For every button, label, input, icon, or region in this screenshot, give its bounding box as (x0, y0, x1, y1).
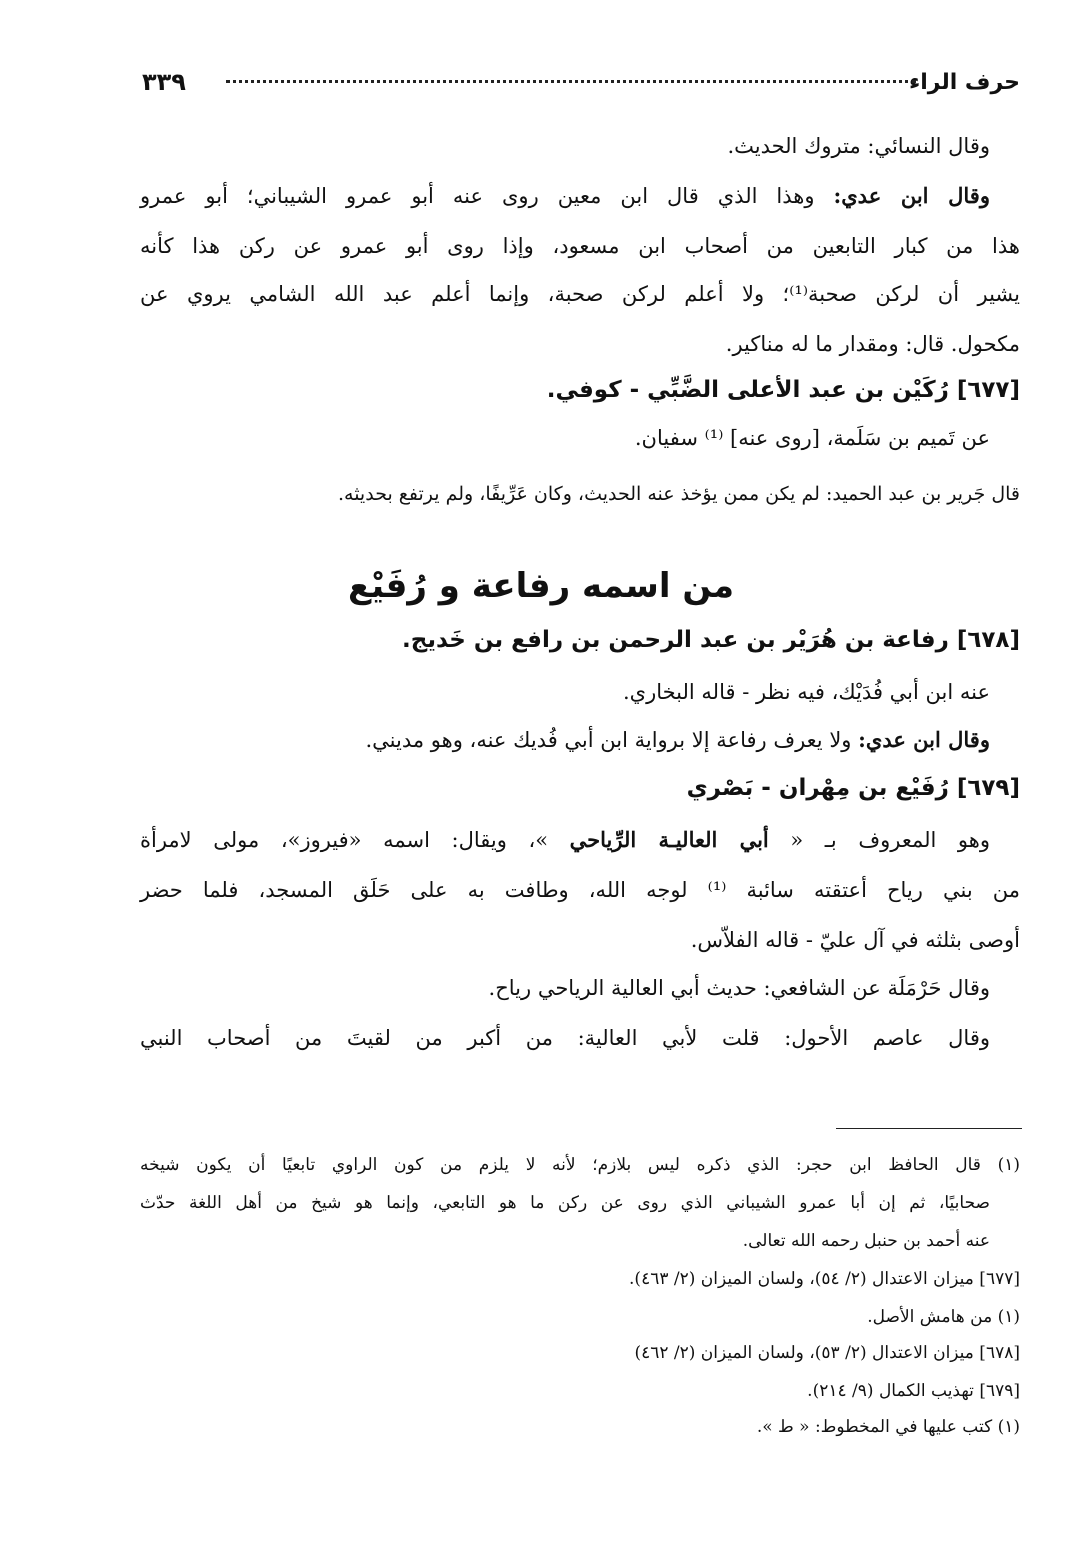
kunya-name: أبي العاليـة الرِّياحي (569, 827, 769, 852)
running-title: حرف الراء (908, 70, 1020, 95)
header-rule (226, 80, 916, 83)
text-line: يشير أن لركن صحبة⁽¹⁾؛ ولا أعلم لركن صحبة، وإنما أعلم عبد الله الشامي يروي عن (140, 282, 1021, 306)
footnote-line: (١) قال الحافظ ابن حجر: الذي ذكره ليس بلازم؛ لأنه لا يلزم من كون الراوي تابعيًا أن يكون شيخه (140, 1155, 1020, 1175)
footnote-line: [٦٧٧] ميزان الاعتدال (٢/ ٥٤)، ولسان الميزان (٢/ ٤٦٣). (629, 1269, 1020, 1289)
text-line: من بني رياح أعتقته سائبة ⁽¹⁾ لوجه الله، وطافت به على حَلَق المسجد، فلما حضر (140, 878, 1021, 902)
text-line: وقال حَرْمَلَة عن الشافعي: حديث أبي العالية الرياحي رياح. (488, 976, 990, 1000)
entry-heading-678: [٦٧٨] رفاعة بن هُرَيْر بن عبد الرحمن بن رافع بن خَديج. (402, 627, 1020, 653)
footnote-line: عنه أحمد بن حنبل رحمه الله تعالى. (742, 1231, 990, 1251)
page-header (142, 68, 1020, 102)
text-span: وهذا الذي قال ابن معين روى عنه أبو عمرو الشيباني؛ أبو عمرو (140, 184, 834, 208)
text-line: وقال النسائي: متروك الحديث. (727, 134, 990, 158)
text-span: »، ويقال: اسمه «فيروز»، مولى لامرأة (140, 828, 570, 852)
text-line: قال جَرير بن عبد الحميد: لم يكن ممن يؤخذ عنه الحديث، وكان عَرِّيفًا، ولم يرتفع بحديثه. (337, 483, 1020, 505)
text-line: أوصى بثلثه في آل عليّ - قاله الفلاّس. (690, 928, 1020, 952)
speaker-label: وقال ابن عدي: (833, 183, 990, 208)
entry-heading-677: [٦٧٧] رُكَيْن بن عبد الأعلى الضَّبِّي - كوفي. (546, 377, 1020, 403)
text-line: هذا من كبار التابعين من أصحاب ابن مسعود، وإذا روى أبو عمرو عن ركن هذا كأنه (140, 234, 1020, 258)
section-heading: من اسمه رفاعة و رُفَيْع (347, 566, 735, 606)
footnote-line: (١) من هامش الأصل. (867, 1307, 1020, 1327)
footnote-line: [٦٧٨] ميزان الاعتدال (٢/ ٥٣)، ولسان الميزان (٢/ ٤٦٢) (634, 1343, 1020, 1363)
footnote-line: (١) كتب عليها في المخطوط: « ط ». (756, 1417, 1020, 1437)
page-number: ٣٣٩ (142, 68, 186, 96)
footnote-separator (836, 1128, 1022, 1129)
text-line: عن تَميم بن سَلَمة، [روى عنه] ⁽¹⁾ سفيان. (634, 426, 990, 450)
text-line: مكحول. قال: ومقدار ما له مناكير. (725, 332, 1020, 356)
text-line: عنه ابن أبي فُدَيْك، فيه نظر - قاله البخاري. (622, 680, 990, 704)
footnote-line: صحابيًا، ثم إن أبا عمرو الشيباني الذي روى عن ركن ما هو التابعي، وإنما هو شيخ من أهل اللغة حدّث (140, 1193, 990, 1213)
footnote-line: [٦٧٩] تهذيب الكمال (٩/ ٢١٤). (807, 1381, 1020, 1401)
text-line (140, 824, 990, 856)
text-line: وقال عاصم الأحول: قلت لأبي العالية: من أكبر من لقيتَ من أصحاب النبي (140, 1026, 990, 1050)
speaker-label: وقال ابن عدي: (858, 727, 990, 752)
text-span: وهو المعروف بـ « (768, 828, 990, 852)
text-span: ولا يعرف رفاعة إلا برواية ابن أبي فُديك عنه، وهو مديني. (365, 728, 859, 752)
entry-heading-679: [٦٧٩] رُفَيْع بن مِهْران - بَصْري (686, 775, 1020, 801)
text-line (140, 724, 990, 756)
text-line (140, 180, 990, 212)
